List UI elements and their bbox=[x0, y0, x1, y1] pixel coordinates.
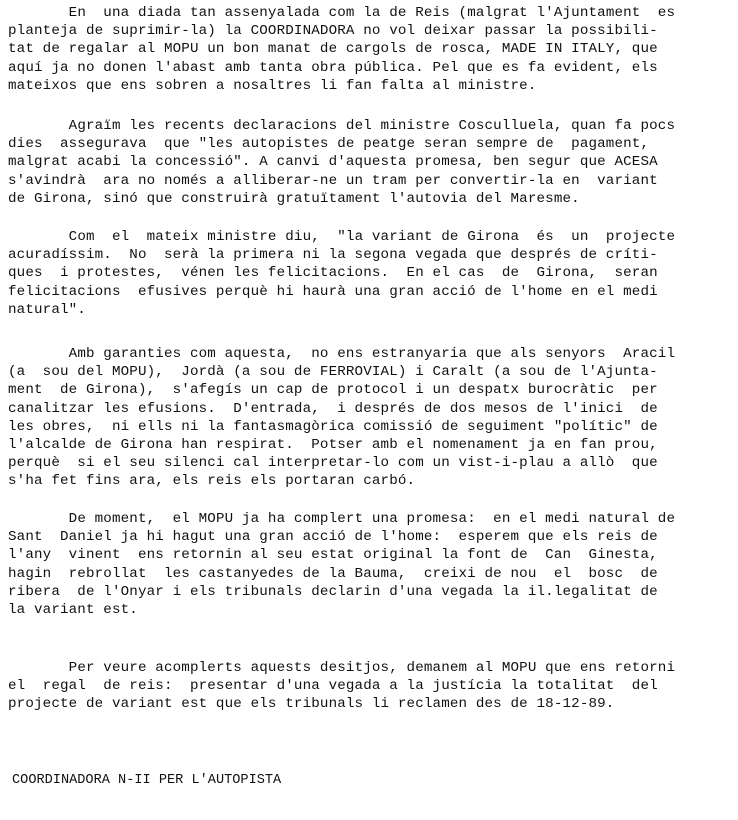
paragraph-garanties: Amb garanties com aquesta, no ens estranyaria que als senyors Aracil (a sou del MOPU), Jordà (a sou de FERROVIAL) i Caralt (a sou de l'Ajunta- ment de Girona), s'afegís un cap de protocol i un despatx burocràtic per canalitzar les efusions. D'entrada, i després de dos mesos de l'inici de les obres, ni ells ni la fantasmagòrica comissió de seguiment "polític" de l'alcalde de Girona han respirat. Potser amb el nomenament ja en fan prou, perquè si el seu silenci cal interpretar-lo com un vist-i-plau a allò que s'ha fet fins ara, els reis els portaran carbó. bbox=[8, 346, 676, 490]
signature: COORDINADORA N-II PER L'AUTOPISTA bbox=[12, 773, 282, 788]
paragraph-cosculluela: Agraïm les recents declaracions del ministre Cosculluela, quan fa pocs dies assegurava que "les autopistes de peatge seran sempre de pagament, malgrat acabi la concessió". A canvi d'aquesta promesa, ben segur que ACESA s'avindrà ara no només a alliberar-ne un tram per convertir-la en variant de Girona, sinó que construirà gratuïtament l'autovia del Maresme. bbox=[8, 118, 676, 207]
paragraph-reis-intro: En una diada tan assenyalada com la de Reis (malgrat l'Ajuntament es planteja de suprimir-la) la COORDINADORA no vol deixar passar la possibili- tat de regalar al MOPU un bon manat de cargols de rosca, MADE IN ITALY, que aquí ja no donen l'abast amb tanta obra pública. Pel que es fa evident, els mateixos que ens sobren a nosaltres li fan falta al ministre. bbox=[8, 5, 676, 94]
paragraph-variant-girona: Com el mateix ministre diu, "la variant de Girona és un projecte acuradíssim. No serà la primera ni la segona vegada que després de críti- ques i protestes, vénen les felicitacions. En el cas de Girona, seran felicitacions efusives perquè hi haurà una gran acció de l'home en el medi natural". bbox=[8, 229, 676, 318]
paragraph-desitjos: Per veure acomplerts aquests desitjos, demanem al MOPU que ens retorni el regal de reis: presentar d'una vegada a la justícia la totalitat del projecte de variant est que els tribunals li reclamen des de 18-12-89. bbox=[8, 660, 676, 713]
paragraph-sant-daniel: De moment, el MOPU ja ha complert una promesa: en el medi natural de Sant Daniel ja hi hagut una gran acció de l'home: esperem que els reis de l'any vinent ens retornin al seu estat original la font de Can Ginesta, hagin rebrollat les castanyedes de la Bauma, creixi de nou el bosc de ribera de l'Onyar i els tribunals declarin d'una vegada la il.legalitat de la variant est. bbox=[8, 511, 676, 619]
